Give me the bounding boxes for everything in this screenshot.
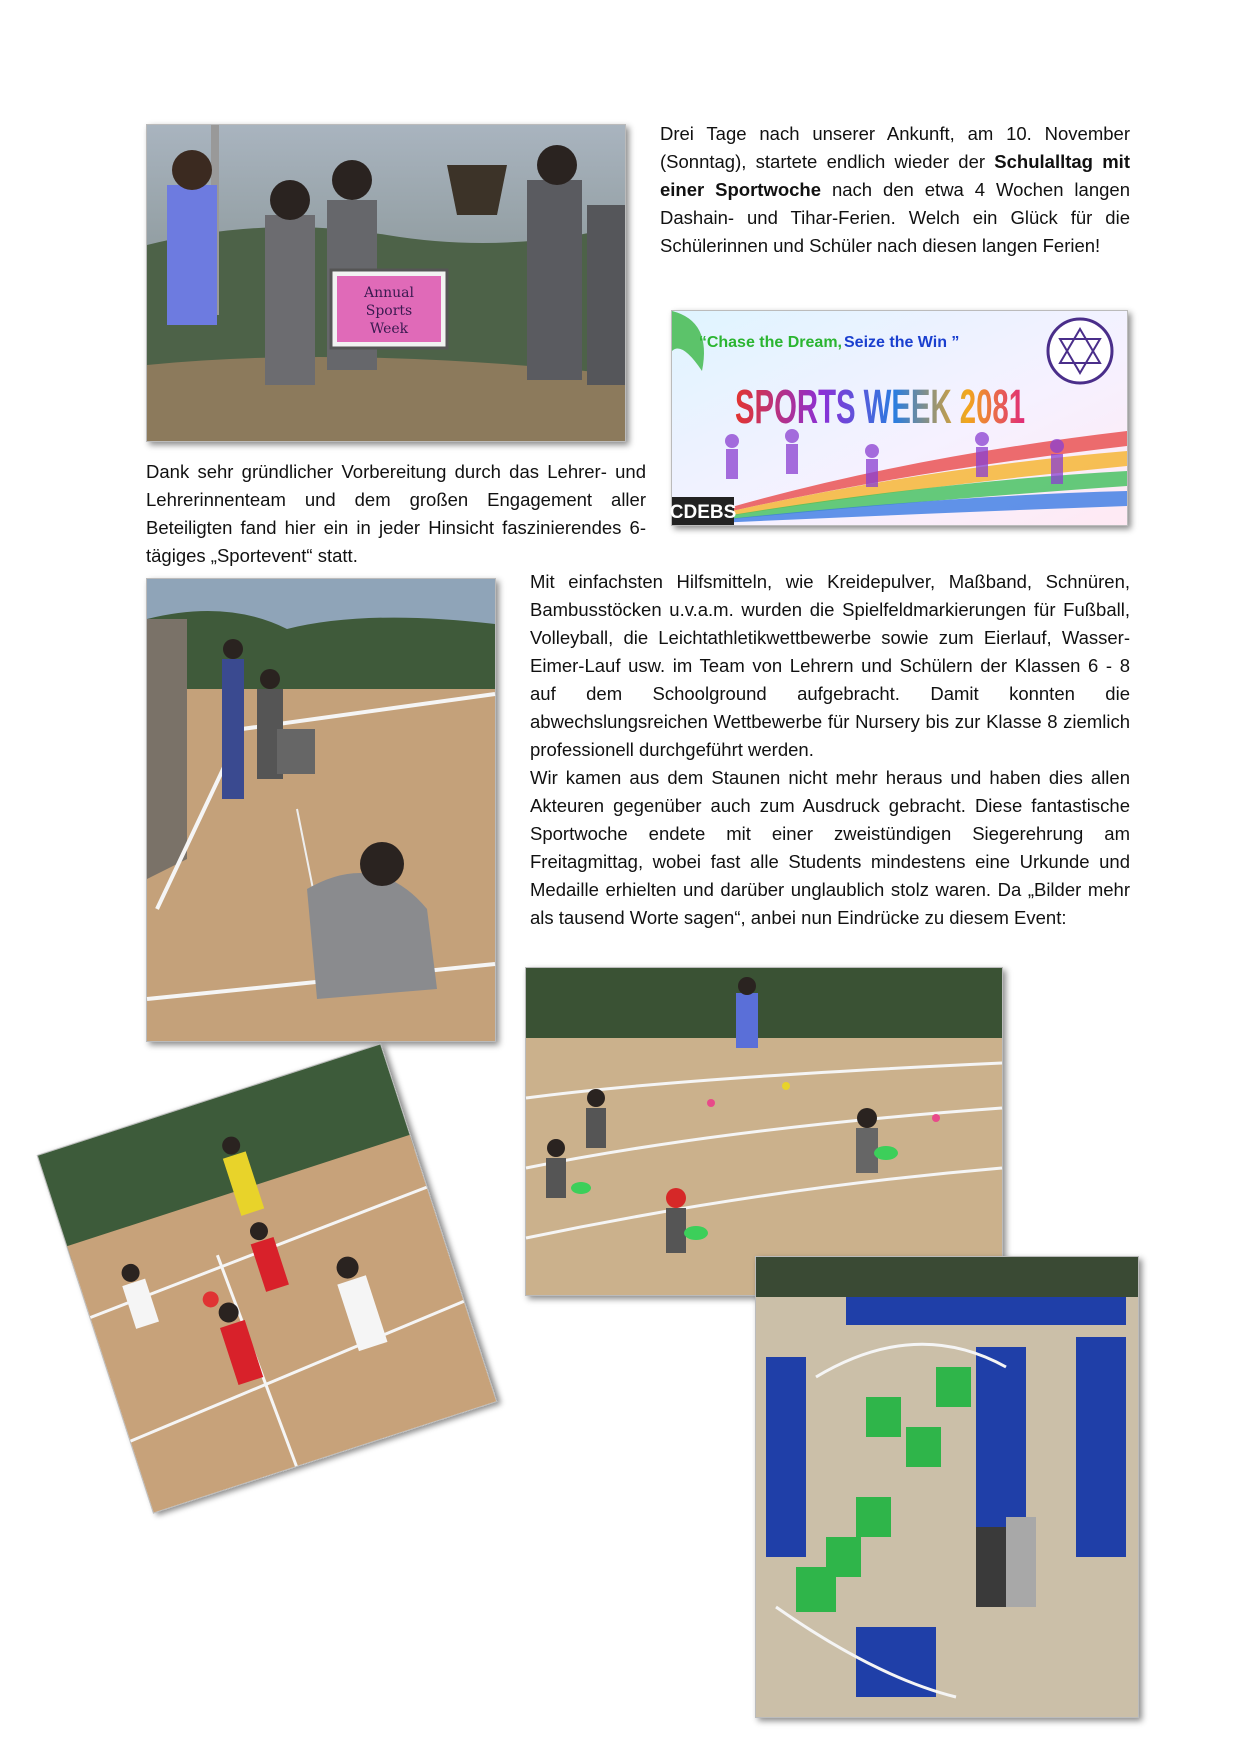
banner-slogan-part2: Seize the Win ” [844, 334, 960, 351]
photo-field-marking [146, 578, 496, 1042]
preparation-paragraph: Dank sehr gründlicher Vorbereitung durch das Lehrer- und Lehrerinnenteam und dem großen Engagement aller Beteiligten fand hier ein in jeder Hinsicht faszinierendes 6-tägiges „Sportevent“ statt. [146, 461, 646, 566]
sign-line3: Week [369, 321, 409, 337]
photo-football-match [37, 1043, 498, 1513]
banner-slogan-part1: “Chase the Dream, [698, 334, 842, 351]
banner-school-tag: CDEBS [669, 502, 737, 523]
intro-paragraph: Drei Tage nach unserer Ankunft, am 10. November (Sonntag), startete endlich wieder der Schulalltag mit einer Sportwoche nach den etwa 4 Wochen langen Dashain- und Tihar-Ferien. Welch ein Glück für die Schülerinnen und Schüler nach diesen langen Ferien! [660, 123, 1130, 256]
photo-crowd-relay [755, 1256, 1139, 1718]
banner-title: SPORTS WEEK 2081 [735, 381, 1025, 434]
sign-line2: Sports [365, 303, 413, 319]
photo-students-with-sign [146, 124, 626, 442]
photo-egg-race [525, 967, 1003, 1296]
sports-week-banner [671, 310, 1128, 526]
conclusion-paragraph: Wir kamen aus dem Staunen nicht mehr heraus und haben dies allen Akteuren gegenüber auch zum Ausdruck gebracht. Diese fantastische Sportwoche endete mit einer zweistündigen Siegerehrung am Freitagmittag, wobei fast alle Students mindestens eine Urkunde und Medaille erhielten und darüber unglaublich stolz waren. Da „Bilder mehr als tausend Worte sagen“, anbei nun Eindrücke zu diesem Event: [530, 767, 1130, 928]
markings-paragraph: Mit einfachsten Hilfsmitteln, wie Kreidepulver, Maßband, Schnüren, Bambusstöcken u.v.a.m. wurden die Spielfeldmarkierungen für Fußball, Volleyball, die Leichtathletikwettbewerbe sowie zum Eierlauf, Wasser-Eimer-Lauf usw. im Team von Lehrern und Schülern der Klassen 6 - 8 auf dem Schoolground aufgebracht. Damit konnten die abwechslungsreichen Wettbewerbe für Nursery bis zur Klasse 8 ziemlich professionell durchgeführt werden. [530, 571, 1130, 760]
intro-bold: Schulalltag mit einer Sportwoche [660, 151, 1130, 200]
sign-line1: Annual [364, 285, 414, 301]
